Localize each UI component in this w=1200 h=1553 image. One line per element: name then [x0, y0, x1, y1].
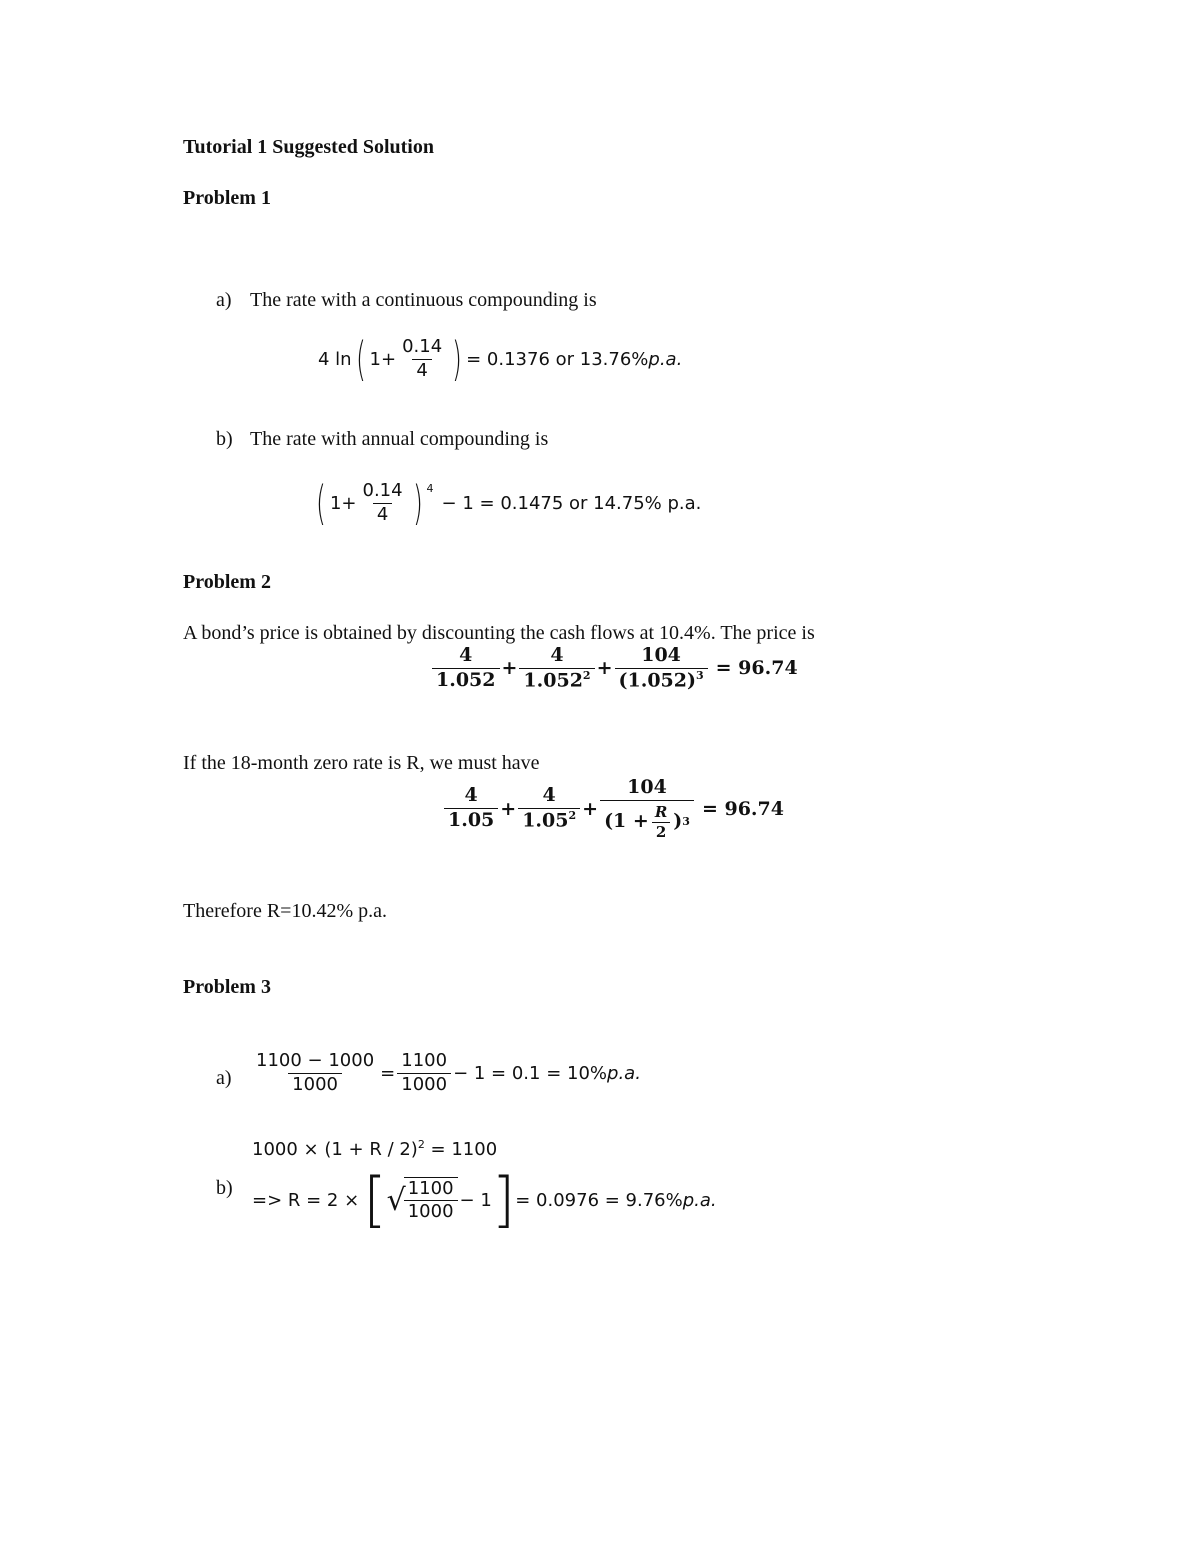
p1-b-fraction	[359, 480, 407, 526]
p3-a-pa: p.a.	[607, 1062, 641, 1084]
p3-a-fraction-1	[252, 1050, 378, 1096]
p3-a-rhs: − 1 = 0.1 = 10%	[453, 1062, 608, 1084]
p2-eq2-fraction-2	[518, 784, 580, 833]
p3-b-equation	[252, 1165, 717, 1235]
p3-a-num-1: 1100 − 1000	[256, 1050, 375, 1071]
plus-sign: +	[596, 657, 613, 680]
p3-b-pa: p.a.	[682, 1189, 717, 1211]
p3-b-sqrt-fraction	[404, 1177, 458, 1224]
p3-b-line-1-lhs: 1000 × (1 + R / 2)	[252, 1139, 418, 1160]
p1-b-equation	[312, 476, 702, 530]
p1-a-den: 4	[412, 359, 431, 383]
page-title: Tutorial 1 Suggested Solution	[183, 136, 434, 158]
p1-a-equation	[318, 332, 683, 386]
left-paren: (	[316, 476, 326, 530]
p2-equation-2	[442, 776, 784, 841]
p2-text-2: If the 18-month zero rate is R, we must have	[183, 752, 540, 774]
p3-a-den-2: 1000	[397, 1073, 451, 1097]
p1-a-fraction	[398, 336, 446, 382]
problem-1-heading: Problem 1	[183, 187, 271, 209]
p3-b-line-1-exp: 2	[417, 1138, 425, 1151]
p1-a-label: a)	[216, 289, 232, 311]
p1-b-den: 4	[373, 503, 392, 527]
p3-a-fraction-2	[397, 1050, 451, 1096]
plus-sign: +	[582, 797, 599, 820]
p1-a-prefix: 4 ln	[318, 348, 352, 370]
p2-eq1-fraction-3	[615, 644, 708, 693]
problem-2-heading: Problem 2	[183, 571, 271, 593]
p2-eq2-den-1: 1.05	[444, 808, 498, 833]
p3-b-num: 1100	[407, 1177, 454, 1199]
right-bracket: ]	[491, 1165, 516, 1235]
p2-eq1-num-1: 4	[459, 644, 473, 667]
p2-eq1-den-2	[519, 668, 594, 693]
p2-eq1-den-3-exp: 3	[695, 668, 704, 682]
p2-eq2-inner-num: R	[654, 802, 668, 821]
p2-eq1-fraction-1	[432, 644, 500, 693]
left-paren: (	[355, 332, 366, 386]
p2-eq1-den-3	[615, 668, 708, 693]
p2-eq2-rhs: = 96.74	[701, 797, 784, 820]
right-paren: )	[412, 476, 423, 530]
p1-b-text: The rate with annual compounding is	[250, 428, 549, 450]
p3-b-minus: − 1	[459, 1189, 492, 1211]
p2-eq1-rhs: = 96.74	[715, 657, 798, 680]
p2-eq2-inner-den: 2	[652, 822, 670, 842]
p3-b-rhs: = 0.0976 = 9.76%	[515, 1189, 683, 1211]
plus-sign: +	[501, 657, 518, 680]
p1-a-one: 1+	[369, 348, 397, 370]
p2-eq2-num-3: 104	[627, 776, 667, 798]
p1-b-rhs: − 1 = 0.1475 or 14.75% p.a.	[441, 492, 702, 514]
right-paren: )	[452, 332, 463, 386]
p1-a-rhs: = 0.1376 or 13.76%	[466, 348, 649, 370]
problem-3-heading: Problem 3	[183, 976, 271, 998]
p2-conclusion: Therefore R=10.42% p.a.	[183, 900, 387, 922]
p2-eq2-den-3	[600, 800, 694, 842]
p3-a-label: a)	[216, 1067, 232, 1089]
p1-b-exponent: 4	[426, 482, 434, 495]
p1-a-num: 0.14	[402, 336, 443, 357]
p2-eq1-den-1: 1.052	[432, 668, 500, 693]
p2-eq1-num-2: 4	[550, 644, 564, 666]
p3-b-den: 1000	[404, 1200, 458, 1224]
p1-b-one: 1+	[329, 492, 357, 514]
p3-b-line-1	[252, 1138, 497, 1160]
p3-a-equation	[250, 1050, 641, 1096]
p2-eq2-den-3-close: )	[673, 810, 683, 833]
p2-eq2-den-2-exp: 2	[568, 808, 577, 822]
p2-eq2-den-3-open: (1 +	[604, 810, 649, 833]
p1-b-num: 0.14	[362, 480, 403, 501]
p1-a-pa: p.a.	[648, 348, 683, 370]
p2-eq2-den-2-base: 1.05	[522, 809, 569, 832]
p2-eq2-inner-fraction	[651, 803, 671, 842]
p3-a-num-2: 1100	[401, 1050, 448, 1071]
p2-eq2-num-1: 4	[464, 784, 478, 807]
p2-eq1-den-2-exp: 2	[582, 668, 591, 682]
p2-eq2-fraction-3	[600, 776, 694, 841]
sqrt-icon: √	[386, 1182, 406, 1218]
left-bracket: [	[363, 1165, 387, 1235]
p3-b-line-1-rhs: = 1100	[424, 1139, 498, 1160]
p1-a-text: The rate with a continuous compounding is	[250, 289, 597, 311]
p3-b-prefix: => R = 2 ×	[252, 1189, 360, 1211]
equals-sign: =	[380, 1062, 396, 1084]
p2-eq1-num-3: 104	[641, 644, 681, 666]
p2-equation-1	[430, 644, 798, 693]
p2-text-1: A bond’s price is obtained by discounting the cash flows at 10.4%. The price is	[183, 622, 815, 644]
p2-eq1-den-2-base: 1.052	[523, 669, 583, 692]
p3-a-den-1: 1000	[288, 1073, 342, 1097]
p2-eq1-den-3-base: (1.052)	[618, 669, 696, 692]
p3-b-label: b)	[216, 1177, 233, 1199]
p2-eq2-den-3-exp: 3	[682, 815, 690, 829]
p1-b-label: b)	[216, 428, 233, 450]
p2-eq2-fraction-1	[444, 784, 498, 833]
p2-eq1-fraction-2	[519, 644, 594, 693]
p2-eq2-num-2: 4	[542, 784, 556, 807]
plus-sign: +	[500, 797, 517, 820]
p2-eq2-den-2	[518, 808, 580, 833]
